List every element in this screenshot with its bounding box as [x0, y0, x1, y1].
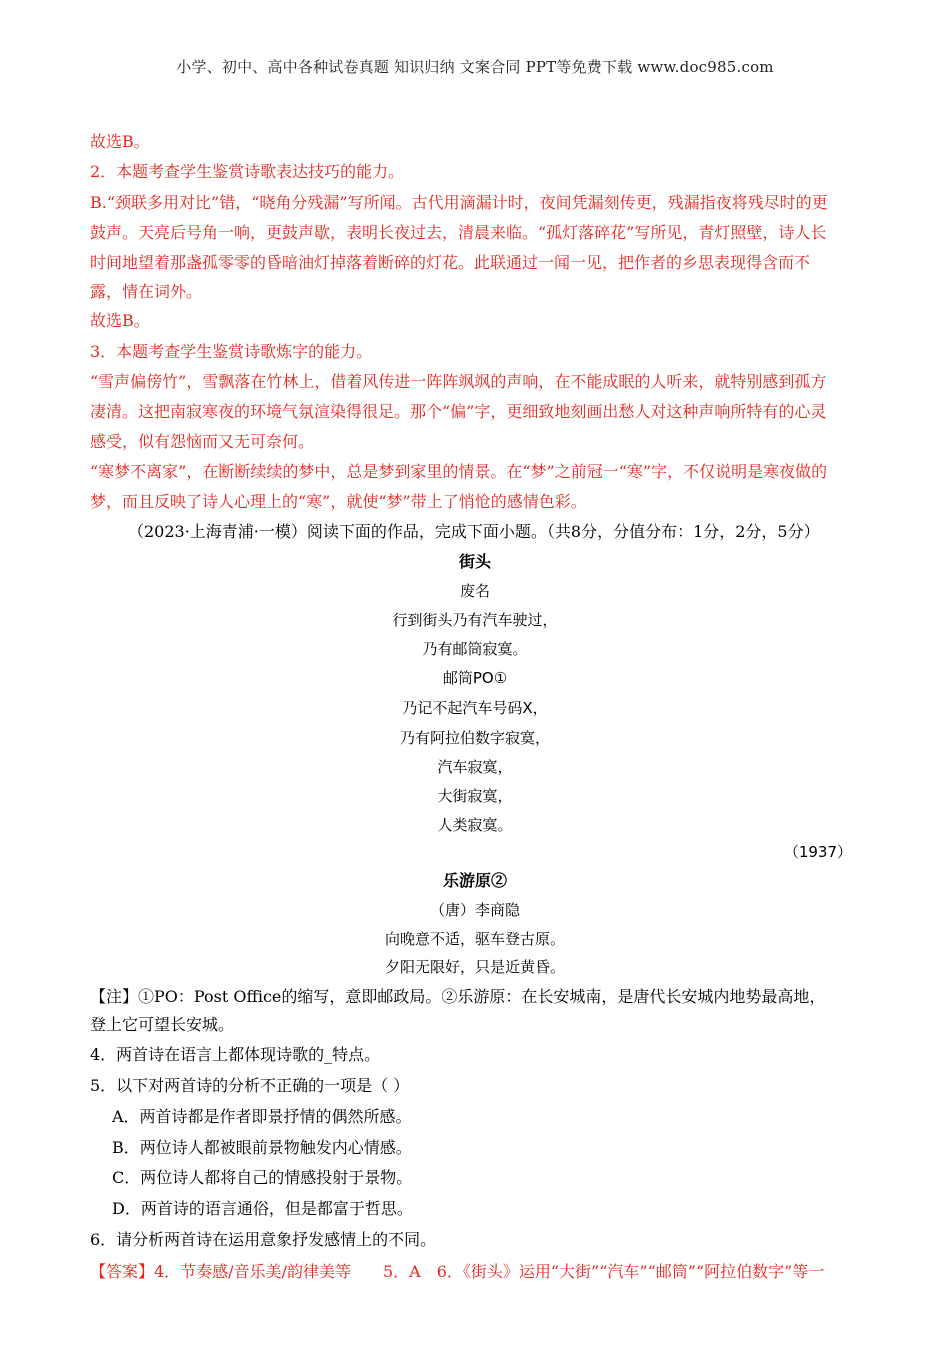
poem1-line: 乃记不起汽车号码X，: [402, 699, 548, 717]
explanation-line: 3．本题考查学生鉴赏诗歌炼字的能力。: [90, 342, 373, 361]
explanation-line: 故选B。: [90, 132, 150, 151]
explanation-line: “雪声偏傍竹”，雪飘落在竹林上，借着风传进一阵阵飒飒的声响，在不能成眠的人听来，就特别感到孤方: [90, 372, 827, 391]
explanation-line: 鼓声。天亮后号角一响，更鼓声歇，表明长夜过去，清晨来临。“孤灯落碎花”写所见，青灯照壁，诗人长: [90, 223, 827, 242]
poem1-author: 废名: [459, 582, 490, 600]
explanation-line: 2．本题考查学生鉴赏诗歌表达技巧的能力。: [90, 162, 405, 181]
page-header: 小学、初中、高中各种试卷真题 知识归纳 文案合同 PPT等免费下载 www.doc985.com: [176, 58, 774, 76]
poem1-line: 邮筒PO①: [442, 669, 508, 687]
question-4: 4．两首诗在语言上都体现诗歌的_特点。: [90, 1045, 381, 1064]
option-b: B．两位诗人都被眼前景物触发内心情感。: [112, 1138, 412, 1157]
question-5: 5．以下对两首诗的分析不正确的一项是（ ）: [90, 1076, 410, 1095]
poem2-line: 夕阳无限好，只是近黄昏。: [384, 958, 565, 976]
poem1-line: 大街寂寞，: [437, 787, 513, 805]
explanation-line: 梦，而且反映了诗人心理上的“寒”，就使“梦”带上了悄怆的感情色彩。: [90, 492, 587, 511]
poem2-title: 乐游原②: [442, 871, 507, 890]
note-line: 登上它可望长安城。: [90, 1015, 235, 1034]
poem2-author: （唐）李商隐: [429, 901, 520, 919]
explanation-line: 感受，似有怨恼而又无可奈何。: [90, 432, 315, 451]
poem2-line: 向晚意不适，驱车登古原。: [384, 930, 565, 948]
poem1-line: 人类寂寞。: [437, 816, 513, 834]
note-line: 【注】①PO：Post Office的缩写，意即邮政局。②乐游原：在长安城南，是唐代长安城内地势最高地，: [90, 987, 826, 1006]
option-c: C．两位诗人都将自己的情感投射于景物。: [112, 1168, 413, 1187]
poem1-line: 乃有邮筒寂寞。: [422, 640, 528, 658]
poem1-year: （1937）: [783, 843, 852, 861]
explanation-line: “寒梦不离家”，在断断续续的梦中，总是梦到家里的情景。在“梦”之前冠一“寒”字，不仅说明是寒夜做的: [90, 462, 828, 481]
explanation-line: 时间地望着那盏孤零零的昏暗油灯掉落着断碎的灯花。此联通过一闻一见，把作者的乡思表现得含而不: [90, 253, 811, 272]
explanation-line: 故选B。: [90, 311, 150, 330]
poem1-line: 乃有阿拉伯数字寂寞，: [399, 729, 550, 747]
explanation-line: 凄清。这把南寂寒夜的环境气氛渲染得很足。那个“偏”字，更细致地刻画出愁人对这种声响所特有的心灵: [90, 402, 827, 421]
answer-line: 【答案】4．节奏感/音乐美/韵律美等 5．A 6．《街头》运用“大街”“汽车”“邮筒”“阿拉伯数字”等一: [90, 1262, 825, 1281]
question-intro: （2023·上海青浦·一模）阅读下面的作品，完成下面小题。（共8分，分值分布：1分，2分，5分）: [128, 522, 820, 541]
question-6: 6．请分析两首诗在运用意象抒发感情上的不同。: [90, 1230, 437, 1249]
poem1-line: 汽车寂寞，: [437, 758, 513, 776]
poem1-title: 街头: [458, 552, 491, 571]
poem1-line: 行到街头乃有汽车驶过，: [392, 611, 558, 629]
explanation-line: 露，情在词外。: [90, 282, 203, 301]
explanation-line: B.“颈联多用对比”错，“晓角分残漏”写所闻。古代用滴漏计时，夜间凭漏刻传更，残漏指夜将残尽时的更: [90, 193, 828, 212]
option-a: A．两首诗都是作者即景抒情的偶然所感。: [112, 1107, 412, 1126]
option-d: D．两首诗的语言通俗，但是都富于哲思。: [112, 1199, 413, 1218]
